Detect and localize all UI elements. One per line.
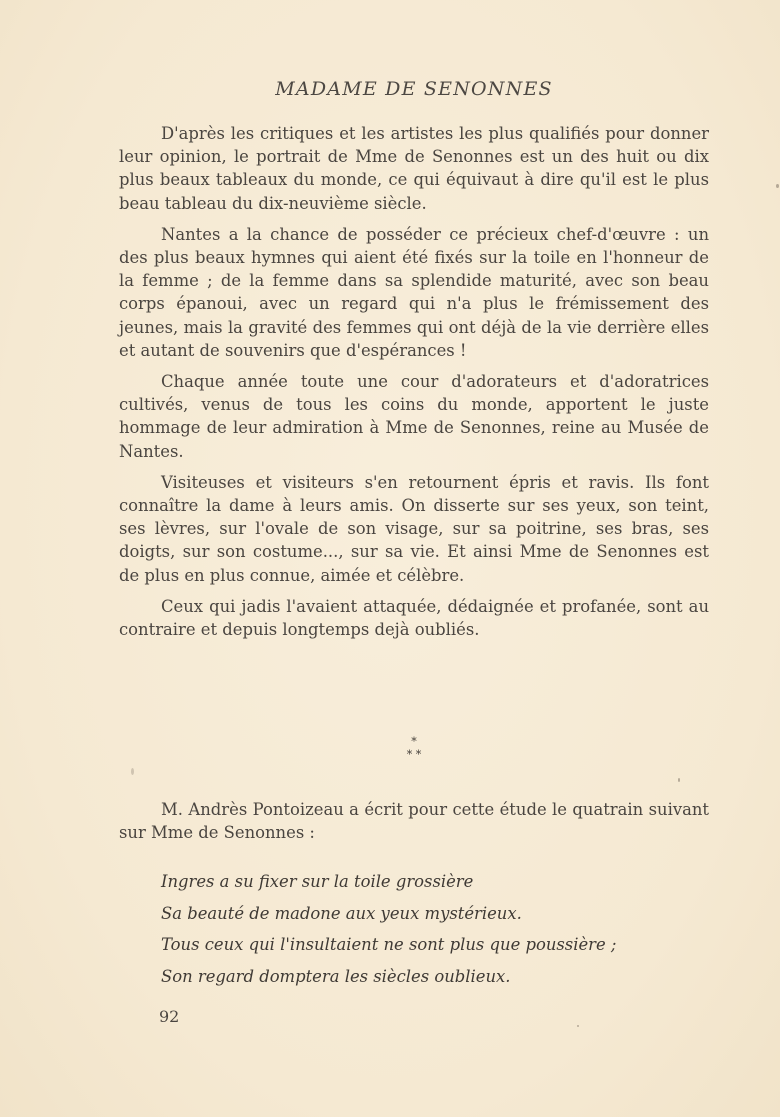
paragraph: Ceux qui jadis l'avaient attaquée, dédaignée et profanée, sont au contraire et depuis longtemps dejà oubliés. bbox=[119, 596, 709, 640]
quatrain-introduction bbox=[119, 798, 709, 844]
poem-line: Ingres a su fixer sur la toile grossière bbox=[161, 872, 474, 891]
poem-line: Sa beauté de madone aux yeux mystérieux. bbox=[161, 903, 522, 923]
paragraph: D'après les critiques et les artistes les plus qualifiés pour donner leur opinion, le portrait de Mme de Senonnes est un des huit ou dix plus beaux tableaux du monde, ce qui équivaut à dire qu'il est le plus beau tableau du dix-neuvième siècle. bbox=[119, 124, 709, 213]
running-head: MADAME DE SENONNES bbox=[275, 78, 553, 100]
book-page bbox=[119, 0, 709, 1117]
paragraph: Nantes a la chance de posséder ce précieux chef-d'œuvre : un des plus beaux hymnes qui aient été fixés sur la toile en l'honneur de la femme ; de la femme dans sa splendide maturité, avec son beau corps épanoui, avec un regard qui n'a plus le frémissement des jeunes, mais la gravité des femmes qui ont déjà de la vie derrière elles et autant de souvenirs que d'espérances ! bbox=[119, 224, 709, 360]
section-break-asterism bbox=[119, 735, 709, 761]
paper-speck bbox=[131, 768, 134, 775]
quatrain bbox=[161, 866, 721, 992]
poem-line: Tous ceux qui l'insultaient ne sont plus que poussière ; bbox=[161, 935, 617, 954]
page-number: 92 bbox=[159, 1007, 180, 1026]
paper-speck bbox=[776, 184, 779, 188]
paragraph: Chaque année toute une cour d'adorateurs et d'adoratrices cultivés, venus de tous les coins du monde, apportent le juste hommage de leur admiration à Mme de Senonnes, reine au Musée de Nantes. bbox=[119, 372, 709, 461]
paper-speck bbox=[678, 778, 680, 782]
asterism-top: * bbox=[411, 735, 417, 748]
paragraph: Visiteuses et visiteurs s'en retournent épris et ravis. Ils font connaître la dame à leurs amis. On disserte sur ses yeux, son teint, ses lèvres, sur l'ovale de son visage, sur sa poitrine, ses bras, ses doigts, sur son costume..., sur sa vie. Et ainsi Mme de Senonnes est de plus en plus connue, aimée et célèbre. bbox=[119, 472, 709, 585]
paper-speck bbox=[577, 1025, 579, 1027]
body-text bbox=[119, 122, 709, 649]
asterism-bottom: * * bbox=[406, 748, 422, 761]
paragraph: M. Andrès Pontoizeau a écrit pour cette étude le quatrain suivant sur Mme de Senonnes : bbox=[119, 800, 709, 843]
poem-line: Son regard domptera les siècles oublieux. bbox=[161, 966, 511, 986]
